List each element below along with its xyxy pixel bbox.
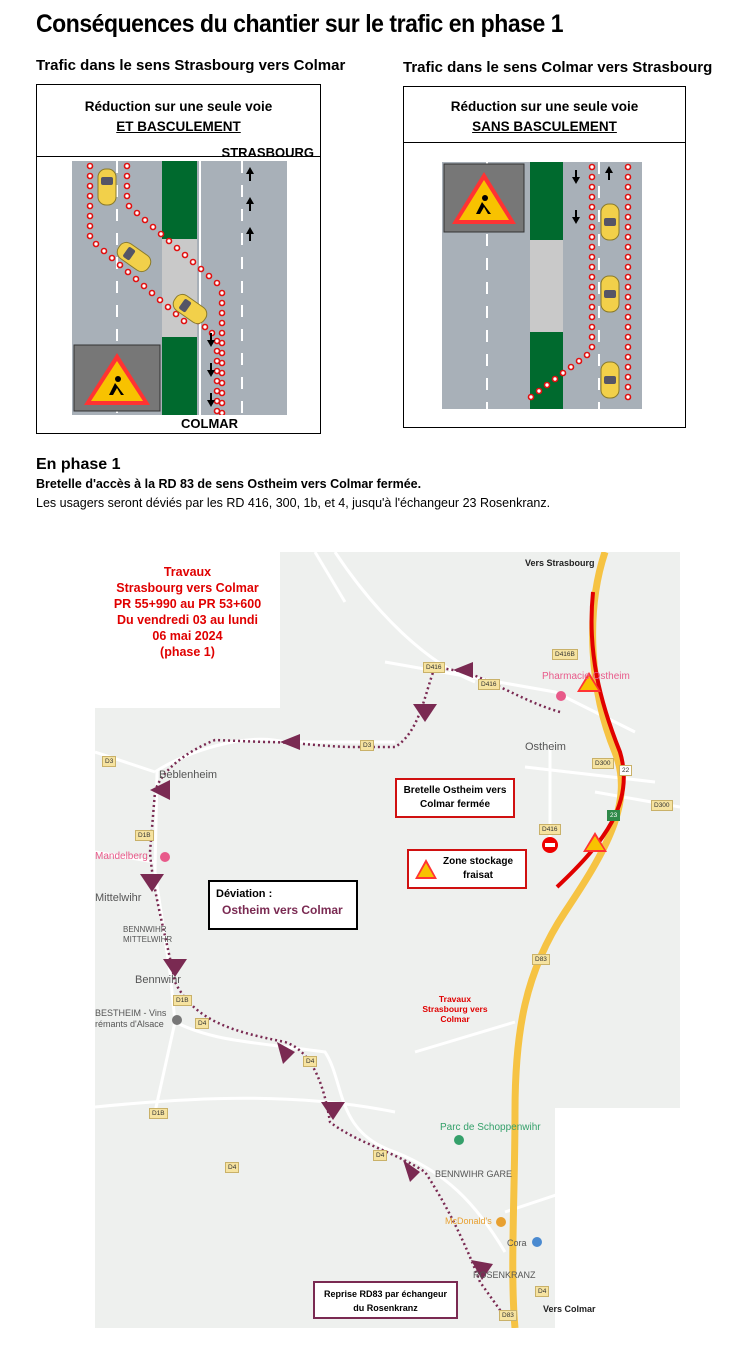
deviation-legend-route: Ostheim vers Colmar: [222, 903, 343, 917]
road-tag: 22: [619, 765, 632, 776]
no-entry-icon: [542, 837, 558, 853]
works-map-label-line1: Travaux: [438, 994, 472, 1004]
place-bestheim-1: BESTHEIM - Vins: [95, 1008, 167, 1018]
bretelle-line1: Bretelle Ostheim vers: [403, 785, 507, 796]
road-tag: D416: [539, 824, 561, 835]
reprise-box: [313, 1281, 458, 1319]
place-parc: Parc de Schoppenwihr: [440, 1122, 541, 1133]
right-median-top: [530, 162, 563, 240]
works-info-line5: 06 mai 2024: [152, 629, 223, 643]
left-median-bottom: [162, 337, 197, 415]
place-cora: Cora: [507, 1238, 527, 1248]
works-info-line4: Du vendredi 03 au lundi: [117, 613, 258, 627]
roadworks-sign-icon: [444, 164, 524, 232]
road-tag: D1B: [173, 995, 192, 1006]
bretelle-closed-box: [395, 778, 515, 818]
place-beblenheim: Beblenheim: [159, 769, 218, 781]
left-panel-strasbourg-label: STRASBOURG: [221, 145, 314, 160]
left-panel-line2: ET BASCULEMENT: [116, 119, 241, 134]
road-tag: D4: [303, 1056, 317, 1067]
car-icon: [98, 169, 116, 205]
right-panel-header: [404, 87, 685, 143]
road-tag: D1B: [135, 830, 154, 841]
place-pharmacie: Pharmacie Ostheim: [542, 671, 630, 682]
road-tag: D300: [592, 758, 614, 769]
right-panel-subtitle: Trafic dans le sens Colmar vers Strasbourg: [403, 59, 713, 76]
road-tag: D4: [195, 1018, 209, 1029]
reprise-line2: du Rosenkranz: [353, 1303, 418, 1313]
road-tag: D416: [478, 679, 500, 690]
left-median-top: [162, 161, 197, 239]
place-vers-strasbourg: Vers Strasbourg: [525, 558, 595, 568]
stockage-box: [407, 849, 527, 889]
phase-heading: En phase 1: [36, 456, 121, 473]
bretelle-line2: Colmar fermée: [419, 799, 491, 810]
car-icon: [601, 362, 619, 398]
stockage-line2: fraisat: [462, 870, 493, 881]
right-road-diagram: [442, 162, 642, 409]
left-panel-line1: Réduction sur une seule voie: [84, 99, 273, 114]
car-icon: [601, 276, 619, 312]
works-map-label-line2: Strasbourg vers: [422, 1004, 488, 1014]
place-bestheim-2: rémants d'Alsace: [95, 1019, 164, 1029]
pin-icon: [496, 1217, 506, 1227]
right-panel: [403, 86, 686, 428]
place-bennwihr-mittelwihr-2: MITTELWIHR: [123, 935, 173, 944]
road-tag: D83: [532, 954, 550, 965]
pin-icon: [556, 691, 566, 701]
place-rosenkranz: ROSENKRANZ: [473, 1270, 536, 1280]
road-tag: D416B: [552, 649, 578, 660]
works-info-line3: PR 55+990 au PR 53+600: [113, 597, 262, 611]
road-tag: D4: [373, 1150, 387, 1161]
deviation-legend: [208, 880, 358, 930]
car-icon: [601, 204, 619, 240]
pin-icon: [172, 1015, 182, 1025]
road-tag: D1B: [149, 1108, 168, 1119]
roadworks-sign-icon: [415, 859, 437, 879]
works-info-line1: Travaux: [163, 565, 212, 579]
road-tag: 23: [607, 810, 620, 821]
works-map-label-line3: Colmar: [440, 1014, 470, 1024]
road-tag: D83: [499, 1310, 517, 1321]
left-panel-colmar-label: COLMAR: [181, 416, 239, 431]
road-tag: D3: [102, 756, 116, 767]
left-median-crossover: [162, 239, 197, 337]
deviation-map: [95, 552, 680, 1328]
deviation-legend-label: Déviation :: [216, 888, 273, 900]
road-tag: D4: [225, 1162, 239, 1173]
place-mittelwihr: Mittelwihr: [95, 892, 142, 904]
left-road-diagram: [72, 161, 287, 415]
left-panel-subtitle: Trafic dans le sens Strasbourg vers Colmar: [36, 57, 346, 74]
works-info-line2: Strasbourg vers Colmar: [116, 581, 259, 595]
works-map-label: [415, 994, 495, 1024]
right-panel-line1: Réduction sur une seule voie: [450, 99, 639, 114]
place-bennwihr-mittelwihr-1: BENNWIHR: [123, 925, 167, 934]
works-info: [95, 564, 280, 660]
page-title: Conséquences du chantier sur le trafic en phase 1: [36, 10, 564, 38]
right-median-crossover: [530, 240, 563, 332]
pin-icon: [454, 1135, 464, 1145]
reprise-line1: Reprise RD83 par échangeur: [323, 1289, 448, 1299]
roadworks-sign-icon: [74, 345, 160, 411]
phase-line-deviation: Les usagers seront déviés par les RD 416, 300, 1b, et 4, jusqu'à l'échangeur 23 Rosenkranz.: [36, 496, 551, 510]
map-canvas: [95, 552, 680, 1328]
place-ostheim: Ostheim: [525, 741, 566, 753]
road-tag: D300: [651, 800, 673, 811]
place-mandelberg: Mandelberg: [95, 851, 148, 862]
place-bennwihr-gare: BENNWIHR GARE: [435, 1169, 513, 1179]
place-vers-colmar: Vers Colmar: [543, 1304, 596, 1314]
right-median-bottom: [530, 332, 563, 409]
road-tag: D3: [360, 740, 374, 751]
place-mcdonalds: McDonald's: [445, 1216, 492, 1226]
right-panel-line2: SANS BASCULEMENT: [472, 119, 617, 134]
road-tag: D416: [423, 662, 445, 673]
pin-icon: [532, 1237, 542, 1247]
left-panel: [36, 84, 321, 434]
works-info-line6: (phase 1): [160, 645, 215, 659]
pin-icon: [160, 852, 170, 862]
place-bennwihr: Bennwihr: [135, 974, 181, 986]
stockage-line1: Zone stockage: [442, 856, 514, 867]
road-tag: D4: [535, 1286, 549, 1297]
phase-line-closed: Bretelle d'accès à la RD 83 de sens Ostheim vers Colmar fermée.: [36, 477, 422, 491]
